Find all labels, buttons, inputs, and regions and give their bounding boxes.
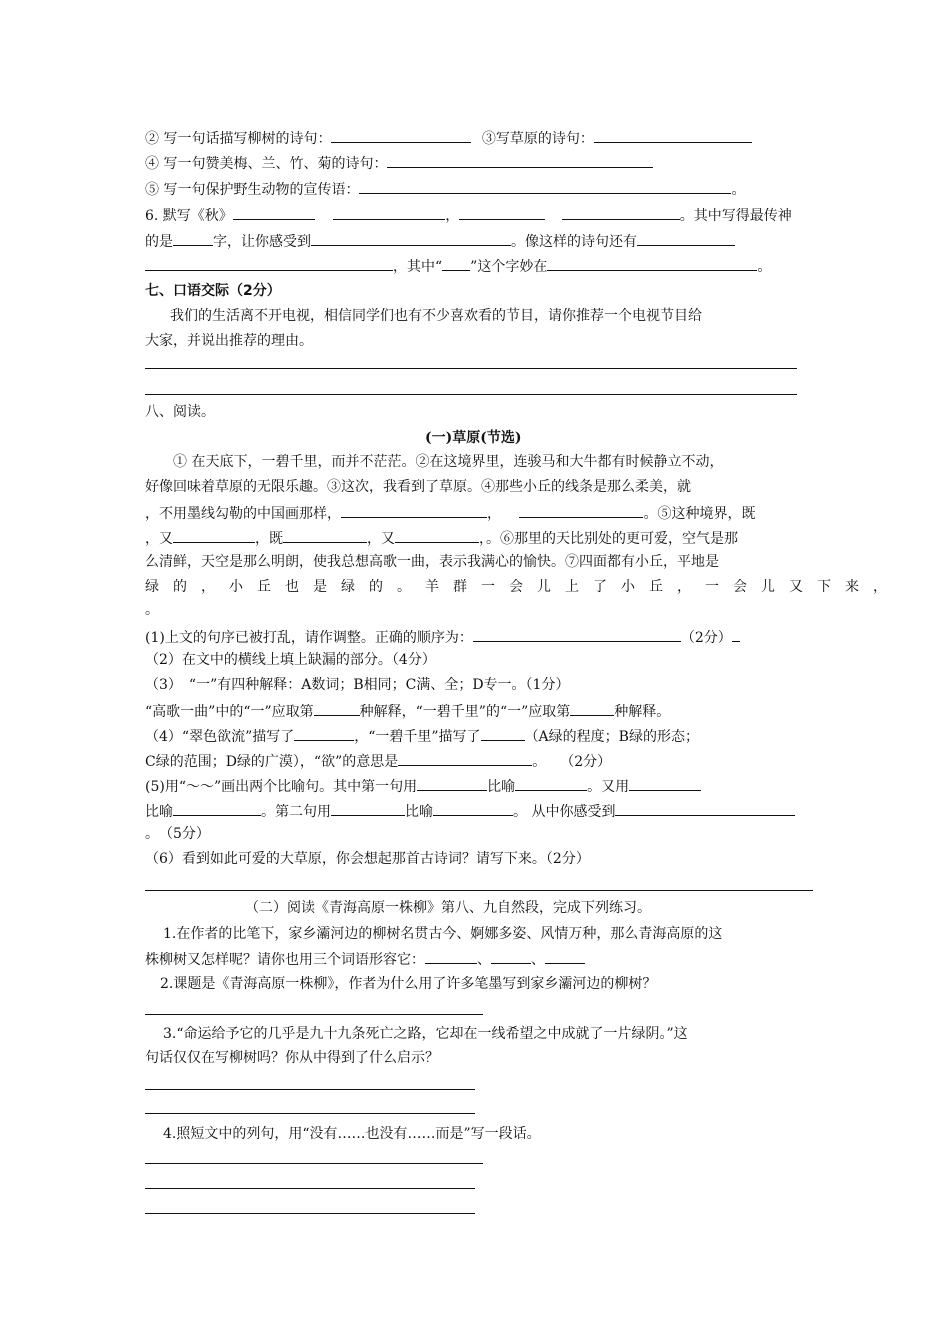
punctuation: 。 (731, 182, 746, 198)
question-text: ⑤ 写一句保护野生动物的宣传语： (145, 182, 360, 198)
answer-blank[interactable] (481, 725, 525, 741)
answer-blank[interactable] (473, 626, 681, 642)
answer-blank[interactable] (459, 204, 545, 220)
passage-line (145, 527, 738, 547)
passage-text: ，又 (145, 531, 173, 547)
question-line (145, 255, 771, 275)
passage-text: ，。⑥那里的天比别处的更可爱，空气是那 (479, 531, 738, 547)
question-line (145, 725, 699, 745)
question-line (145, 204, 792, 224)
question-text: ”这个字妙在 (470, 259, 548, 275)
passage-line: 。 (145, 602, 159, 618)
question-line (145, 800, 795, 820)
answer-blank[interactable] (173, 230, 213, 246)
answer-blank[interactable] (311, 230, 511, 246)
question-line (145, 750, 611, 770)
passage-text: ，又 (367, 531, 395, 547)
question-text: ② 写一句话描写柳树的诗句： (145, 131, 332, 147)
passage-text: 。⑤这种境界，既 (643, 506, 756, 522)
question-line (145, 700, 670, 720)
question-line: 2.课题是《青海高原一株柳》，作者为什么用了许多笔墨写到家乡灞河边的柳树？ (160, 976, 657, 992)
answer-blank[interactable] (294, 725, 354, 741)
paragraph-text: 大家，并说出推荐的理由。 (145, 333, 313, 349)
question-text: （4）“翠色欲流”描写了 (145, 729, 295, 745)
answer-line[interactable] (145, 1188, 475, 1189)
answer-blank[interactable] (547, 255, 757, 271)
answer-blank[interactable] (515, 775, 587, 791)
answer-blank[interactable] (387, 152, 653, 168)
question-text: 比喻 (145, 804, 173, 820)
answer-blank[interactable] (283, 527, 367, 543)
question-text: 种解释。 (614, 704, 671, 720)
question-line: 3.“命运给予它的几乎是九十九条死亡之路，它却在一线希望之中成就了一片绿阴。”这 (163, 1026, 688, 1042)
answer-blank[interactable] (594, 127, 752, 143)
answer-line[interactable] (145, 368, 797, 369)
answer-line[interactable] (145, 1014, 483, 1015)
question-text: 株柳树又怎样呢？请你也用三个词语形容它： (145, 952, 425, 968)
answer-blank[interactable] (145, 255, 393, 271)
answer-blank[interactable] (491, 948, 531, 964)
question-text: （2分） (680, 630, 732, 646)
question-line: （6）看到如此可爱的大草原，你会想起那首古诗词？请写下来。（2分） (145, 851, 590, 867)
question-line (145, 775, 701, 795)
question-line: 1.在作者的比笔下，家乡灞河边的柳树名贯古今、婀娜多姿、风情万种，那么青海高原的这 (163, 926, 723, 942)
answer-blank[interactable] (425, 948, 477, 964)
question-text: 。第二句用 (261, 804, 331, 820)
answer-blank[interactable] (545, 948, 585, 964)
question-text: 。像这样的诗句还有 (511, 234, 637, 250)
answer-blank[interactable] (331, 127, 471, 143)
question-line: 。 （5分） (145, 826, 210, 842)
question-line (145, 152, 653, 172)
question-line (145, 948, 585, 968)
answer-blank[interactable] (562, 204, 680, 220)
answer-blank[interactable] (442, 255, 470, 271)
section-heading: 七、口语交际（2分） (145, 283, 281, 299)
answer-blank[interactable] (732, 626, 740, 642)
question-text: C绿的范围；D绿的广漠），“欲”的意思是 (145, 754, 399, 770)
punctuation: ， (487, 506, 501, 522)
passage-line: 绿的，小丘也是绿的。羊群一会儿上了小丘，一会儿又下来， (145, 579, 901, 595)
question-text: ，其中“ (393, 259, 443, 275)
answer-blank[interactable] (233, 204, 315, 220)
answer-blank[interactable] (417, 775, 487, 791)
answer-blank[interactable] (333, 204, 445, 220)
question-text: 。 （2分） (532, 754, 612, 770)
paragraph-text: 我们的生活离不开电视，相信同学们也有不少喜欢看的节目，请你推荐一个电视节目给 (170, 308, 702, 324)
question-text: 的是 (145, 234, 173, 250)
question-line (145, 626, 740, 646)
question-text: （A绿的程度；B绿的形态； (524, 729, 699, 745)
passage-line: 么清鲜，天空是那么明朗，使我总想高歌一曲，表示我满心的愉快。⑦四面都有小丘，平地是 (145, 554, 719, 570)
answer-blank[interactable] (331, 800, 405, 816)
question-line: 句话仅仅在写柳树吗？你从中得到了什么启示？ (145, 1050, 439, 1066)
question-text: 比喻 (405, 804, 433, 820)
question-text: 字，让你感受到 (213, 234, 311, 250)
question-text: ，“一碧千里”描写了 (354, 729, 481, 745)
reading-title: (一)草原(节选) (425, 430, 522, 446)
passage-line: ① 在天底下，一碧千里，而并不茫茫。②在这境界里，连骏马和大牛都有时候静立不动， (173, 454, 724, 470)
answer-line[interactable] (145, 1113, 475, 1114)
section-heading: 八、阅读。 (145, 404, 215, 420)
question-text: 种解释，“一碧千里”的“一”应取第 (359, 704, 571, 720)
punctuation: 、 (477, 952, 491, 968)
question-text: 比喻 (487, 779, 516, 795)
question-text: ④ 写一句赞美梅、兰、竹、菊的诗句： (145, 156, 388, 172)
punctuation: 。 (757, 259, 772, 275)
answer-blank[interactable] (519, 502, 643, 518)
punctuation: 、 (531, 952, 545, 968)
answer-blank[interactable] (359, 178, 731, 194)
question-line: （2）在文中的横线上填上缺漏的部分。（4分） (145, 652, 436, 668)
question-line: （3） “一”有四种解释：A数词；B相同；C满、全；D专一。（1分） (145, 677, 570, 693)
answer-blank[interactable] (341, 502, 487, 518)
question-line (145, 230, 735, 250)
answer-blank[interactable] (433, 800, 513, 816)
question-text: “高歌一曲”中的“一”应取第 (145, 704, 314, 720)
answer-blank[interactable] (570, 700, 614, 716)
answer-line[interactable] (145, 394, 797, 395)
passage-line: 好像回味着草原的无限乐趣。③这次，我看到了草原。④那些小丘的线条是那么柔美，就 (145, 479, 691, 495)
question-text: (5)用“～～”画出两个比喻句。其中第一句用 (145, 779, 418, 795)
answer-blank[interactable] (398, 750, 532, 766)
question-text: ③写草原的诗句： (481, 131, 594, 147)
question-text: 。又用 (587, 779, 630, 795)
answer-blank[interactable] (314, 700, 360, 716)
answer-line[interactable] (145, 890, 813, 891)
answer-line[interactable] (145, 1213, 475, 1214)
passage-text: ，不用墨线勾勒的中国画那样， (145, 506, 341, 522)
question-text: 6. 默写《秋》 (145, 208, 233, 224)
reading-title: （二）阅读《青海高原一株柳》第八、九自然段，完成下列练习。 (245, 900, 651, 916)
passage-text: ，既 (255, 531, 283, 547)
question-line: 4.照短文中的列句，用“没有……也没有……而是”写一段话。 (163, 1126, 541, 1142)
question-text: 。其中写得最传神 (679, 208, 792, 224)
answer-blank[interactable] (395, 527, 479, 543)
answer-blank[interactable] (629, 775, 701, 791)
answer-line[interactable] (145, 1163, 483, 1164)
passage-line (145, 502, 755, 522)
punctuation: ， (445, 208, 460, 224)
question-text: (1)上文的句序已被打乱，请作调整。正确的顺序为： (145, 630, 473, 646)
answer-blank[interactable] (173, 800, 261, 816)
answer-blank[interactable] (615, 800, 795, 816)
question-line (145, 127, 752, 147)
question-text: 。 从中你感受到 (513, 804, 616, 820)
answer-blank[interactable] (637, 230, 735, 246)
answer-blank[interactable] (173, 527, 255, 543)
answer-line[interactable] (145, 1089, 475, 1090)
question-line (145, 178, 745, 198)
